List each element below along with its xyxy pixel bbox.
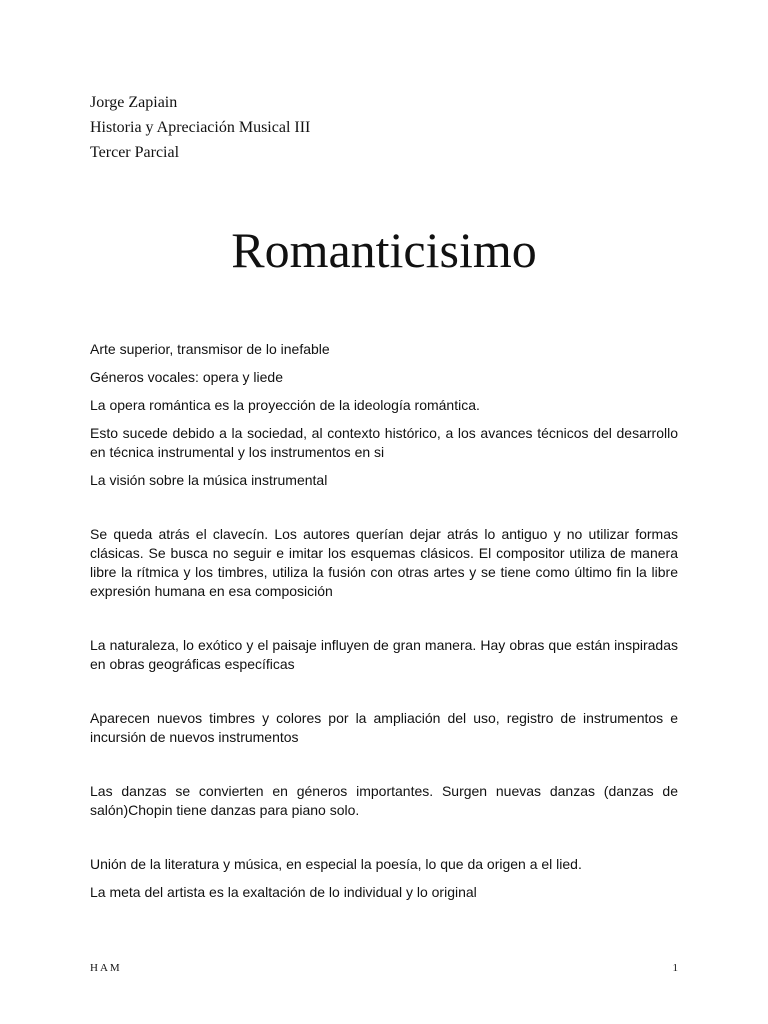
- paragraph: Géneros vocales: opera y liede: [90, 369, 283, 385]
- paragraph: Esto sucede debido a la sociedad, al contexto histórico, a los avances técnicos del desarrollo en técnica instrumental y los instrumentos en si: [90, 425, 678, 460]
- paragraph: La meta del artista es la exaltación de lo individual y lo original: [90, 884, 477, 900]
- paragraph: Aparecen nuevos timbres y colores por la ampliación del uso, registro de instrumentos e incursión de nuevos instrumentos: [90, 710, 678, 745]
- document-header: [90, 90, 310, 165]
- paragraph: La opera romántica es la proyección de la ideología romántica.: [90, 397, 480, 413]
- paragraph: Unión de la literatura y música, en especial la poesía, lo que da origen a el lied.: [90, 856, 582, 872]
- page-title: Romanticisimo: [231, 222, 537, 278]
- page-number: 1: [672, 962, 678, 974]
- paragraph: La visión sobre la música instrumental: [90, 472, 328, 488]
- course-name: Historia y Apreciación Musical III: [90, 119, 311, 136]
- paragraph: Arte superior, transmisor de lo inefable: [90, 341, 330, 357]
- paragraph: La naturaleza, lo exótico y el paisaje influyen de gran manera. Hay obras que están inspiradas en obras geográficas específicas: [90, 637, 678, 672]
- author-name: Jorge Zapiain: [90, 94, 178, 111]
- exam-name: Tercer Parcial: [90, 144, 180, 161]
- document-body: [90, 340, 678, 902]
- paragraph: Las danzas se convierten en géneros importantes. Surgen nuevas danzas (danzas de salón)Chopin tiene danzas para piano solo.: [90, 783, 678, 818]
- paragraph: Se queda atrás el clavecín. Los autores querían dejar atrás lo antiguo y no utilizar formas clásicas. Se busca no seguir e imitar los esquemas clásicos. El compositor utiliza de manera libre la rítmica y los timbres, utiliza la fusión con otras artes y se tiene como último fin la libre expresión humana en esa composición: [90, 526, 678, 599]
- footer-label: HAM: [90, 962, 122, 974]
